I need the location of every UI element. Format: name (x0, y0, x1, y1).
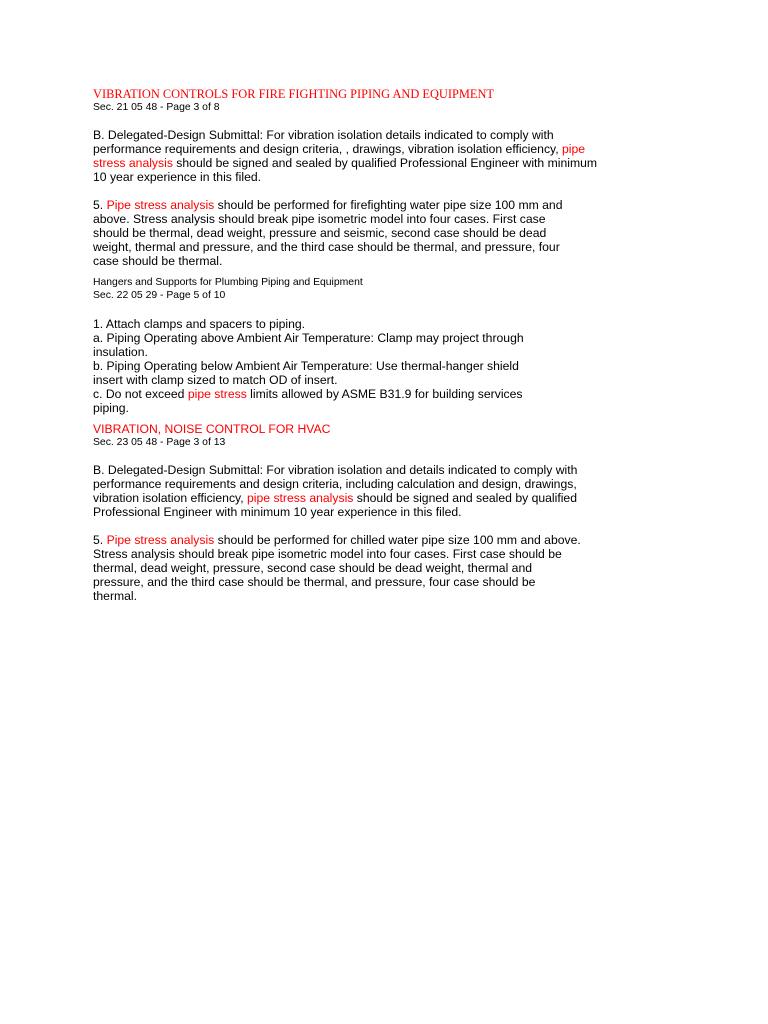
text-line (93, 533, 641, 547)
highlight-text: pipe (562, 142, 586, 156)
text-line: 10 year experience in this filed. (93, 170, 262, 184)
list-item (93, 387, 641, 401)
text-line: case should be thermal. (93, 254, 223, 268)
text-line: thermal. (93, 589, 138, 603)
paragraph-delegated-design-hvac (93, 463, 641, 519)
text-line: should be thermal, dead weight, pressure and seismic, second case should be dead (93, 226, 547, 240)
section-ref-22-05-29: Sec. 22 05 29 - Page 5 of 10 (93, 290, 226, 301)
list-hangers-supports (93, 317, 641, 415)
text-line (93, 156, 641, 170)
text-line: Stress analysis should break pipe isometric model into four cases. First case should be (93, 547, 562, 561)
text-run: should be signed and sealed by qualified (353, 491, 577, 505)
text-run: 5. (93, 198, 107, 212)
highlight-text: stress analysis (93, 156, 173, 170)
text-line: B. Delegated-Design Submittal: For vibration isolation and details indicated to comply with (93, 463, 578, 477)
highlight-text: pipe stress analysis (247, 491, 354, 505)
text-line: insulation. (93, 345, 148, 359)
list-item: 1. Attach clamps and spacers to piping. (93, 317, 306, 331)
section-ref-21-05-48: Sec. 21 05 48 - Page 3 of 8 (93, 102, 220, 113)
text-line: insert with clamp sized to match OD of insert. (93, 373, 338, 387)
section-ref-23-05-48: Sec. 23 05 48 - Page 3 of 13 (93, 437, 226, 448)
section-title-hvac: VIBRATION, NOISE CONTROL FOR HVAC (93, 422, 331, 436)
paragraph-stress-analysis-fire (93, 198, 641, 268)
text-line (93, 491, 641, 505)
text-run: c. Do not exceed (93, 387, 188, 401)
list-item: b. Piping Operating below Ambient Air Temperature: Use thermal-hanger shield (93, 359, 519, 373)
paragraph-stress-analysis-hvac (93, 533, 641, 603)
highlight-text: pipe stress (187, 387, 247, 401)
text-run: should be signed and sealed by qualified Professional Engineer with minimum (172, 156, 598, 170)
section-title-hangers: Hangers and Supports for Plumbing Piping and Equipment (93, 277, 363, 288)
highlight-text: Pipe stress analysis (106, 198, 215, 212)
text-line: pressure, and the third case should be thermal, and pressure, four case should be (93, 575, 536, 589)
text-line: performance requirements and design criteria, including calculation and design, drawings, (93, 477, 577, 491)
text-line: above. Stress analysis should break pipe isometric model into four cases. First case (93, 212, 546, 226)
document-page (93, 87, 641, 603)
paragraph-delegated-design-fire (93, 128, 641, 184)
text-run: performance requirements and design criteria, , drawings, vibration isolation efficiency, (93, 142, 562, 156)
text-run: limits allowed by ASME B31.9 for building services (246, 387, 523, 401)
highlight-text: Pipe stress analysis (106, 533, 215, 547)
section-title-fire-fighting: VIBRATION CONTROLS FOR FIRE FIGHTING PIPING AND EQUIPMENT (93, 87, 494, 101)
text-line: weight, thermal and pressure, and the third case should be thermal, and pressure, four (93, 240, 560, 254)
text-line: Professional Engineer with minimum 10 year experience in this filed. (93, 505, 462, 519)
text-run: should be performed for chilled water pipe size 100 mm and above. (214, 533, 581, 547)
text-line: thermal, dead weight, pressure, second case should be dead weight, thermal and (93, 561, 533, 575)
text-run: 5. (93, 533, 107, 547)
text-line: B. Delegated-Design Submittal: For vibration isolation details indicated to comply with (93, 128, 554, 142)
text-run: vibration isolation efficiency, (93, 491, 248, 505)
text-line: piping. (93, 401, 129, 415)
text-run: should be performed for firefighting water pipe size 100 mm and (214, 198, 563, 212)
text-line (93, 198, 641, 212)
list-item: a. Piping Operating above Ambient Air Temperature: Clamp may project through (93, 331, 524, 345)
text-line (93, 142, 641, 156)
